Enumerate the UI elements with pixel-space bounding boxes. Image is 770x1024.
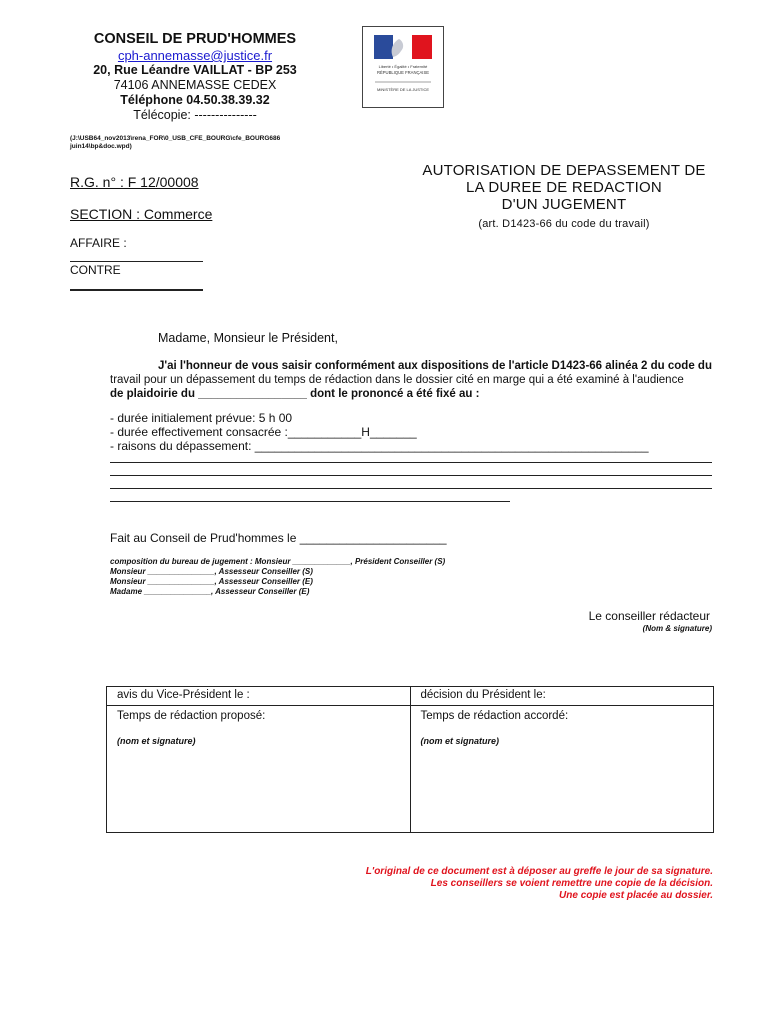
signature-sub: (Nom & signature) <box>642 624 712 633</box>
composition-line2: Monsieur _______________, Assesseur Conseiller (S) <box>110 567 313 576</box>
footer-note <box>253 866 713 902</box>
composition-line3: Monsieur _______________, Assesseur Conseiller (E) <box>110 577 313 586</box>
court-phone: Téléphone 04.50.38.39.32 <box>120 93 270 107</box>
composition-line1: composition du bureau de jugement : Monsieur _____________, Président Conseiller (S) <box>110 557 446 566</box>
logo-motto: Liberté • Égalité • Fraternité <box>378 64 428 69</box>
reason-line-3 <box>110 488 712 489</box>
temps-propose-label: Temps de rédaction proposé: <box>117 710 266 722</box>
ministry-logo <box>362 26 444 108</box>
court-header <box>60 30 330 123</box>
case-affaire-label: AFFAIRE : <box>70 236 127 250</box>
letter-paragraph-line3: de plaidoirie du _________________ dont le prononcé a été fixé au : <box>110 388 480 400</box>
reason-line-2 <box>110 475 712 476</box>
case-rg-number: R.G. n° : F 12/00008 <box>70 174 199 190</box>
table-row <box>107 706 714 833</box>
court-title: CONSEIL DE PRUD'HOMMES <box>93 31 297 47</box>
duree-effective: - durée effectivement consacrée :___________H_______ <box>110 425 417 439</box>
fait-au: Fait au Conseil de Prud'hommes le ______________________ <box>110 531 447 545</box>
temps-accorde-cell <box>410 706 714 833</box>
contre-line <box>70 289 203 291</box>
temps-accorde-label: Temps de rédaction accordé: <box>420 710 569 722</box>
nom-signature-right: (nom et signature) <box>420 736 500 746</box>
decision-table <box>106 686 714 833</box>
court-fax: Télécopie: --------------- <box>133 108 257 122</box>
raisons-depassement: - raisons du dépassement: ___________________________________________________________ <box>110 439 649 453</box>
logo-ministry: MINISTÈRE DE LA JUSTICE <box>376 87 430 92</box>
nom-signature-left: (nom et signature) <box>117 736 196 746</box>
composition-line4: Madame _______________, Assesseur Conseiller (E) <box>110 587 310 596</box>
case-section: SECTION : Commerce <box>70 206 213 222</box>
footer-line2: Les conseillers se voient remettre une copie de la décision. <box>430 878 713 889</box>
court-address-line2: 74106 ANNEMASSE CEDEX <box>113 78 277 92</box>
table-row <box>107 687 714 706</box>
document-title <box>405 162 723 233</box>
temps-propose-cell <box>107 706 411 833</box>
document-title-line2: LA DUREE DE REDACTION <box>466 179 662 196</box>
document-title-article: (art. D1423-66 du code du travail) <box>478 218 650 230</box>
footer-line3: Une copie est placée au dossier. <box>559 890 713 901</box>
letter-paragraph-line2: travail pour un dépassement du temps de rédaction dans le dossier cité en marge qui a été examiné à l'audience <box>110 374 684 386</box>
court-address-line1: 20, Rue Léandre VAILLAT - BP 253 <box>93 63 297 77</box>
document-title-line3: D'UN JUGEMENT <box>501 196 627 213</box>
reason-line-4 <box>110 501 510 502</box>
reason-line-1 <box>110 462 712 463</box>
logo-republic: RÉPUBLIQUE FRANÇAISE <box>376 70 430 75</box>
salutation: Madame, Monsieur le Président, <box>158 331 338 345</box>
signature-label: Le conseiller rédacteur <box>588 609 710 623</box>
footer-line1: L'original de ce document est à déposer au greffe le jour de sa signature. <box>365 866 713 877</box>
marianne-flag-icon <box>363 27 443 107</box>
document-title-line1: AUTORISATION DE DEPASSEMENT DE <box>422 162 706 179</box>
court-email-link[interactable]: cph-annemasse@justice.fr <box>117 48 273 63</box>
case-contre-label: CONTRE <box>70 263 121 277</box>
president-decision-cell: décision du Président le: <box>410 687 714 706</box>
letter-paragraph-line1: J'ai l'honneur de vous saisir conformément aux dispositions de l'article D1423-66 alinéa 2 du code du <box>158 360 712 372</box>
file-path: (J:\USB64_nov2013\rena_FOR\0_USB_CFE_BOURG\cfe_BOURG686 juin14\bp&doc.wpd) <box>70 135 281 150</box>
affaire-line <box>70 261 203 262</box>
duree-initiale: - durée initialement prévue: 5 h 00 <box>110 411 293 425</box>
vp-avis-cell: avis du Vice-Président le : <box>107 687 411 706</box>
